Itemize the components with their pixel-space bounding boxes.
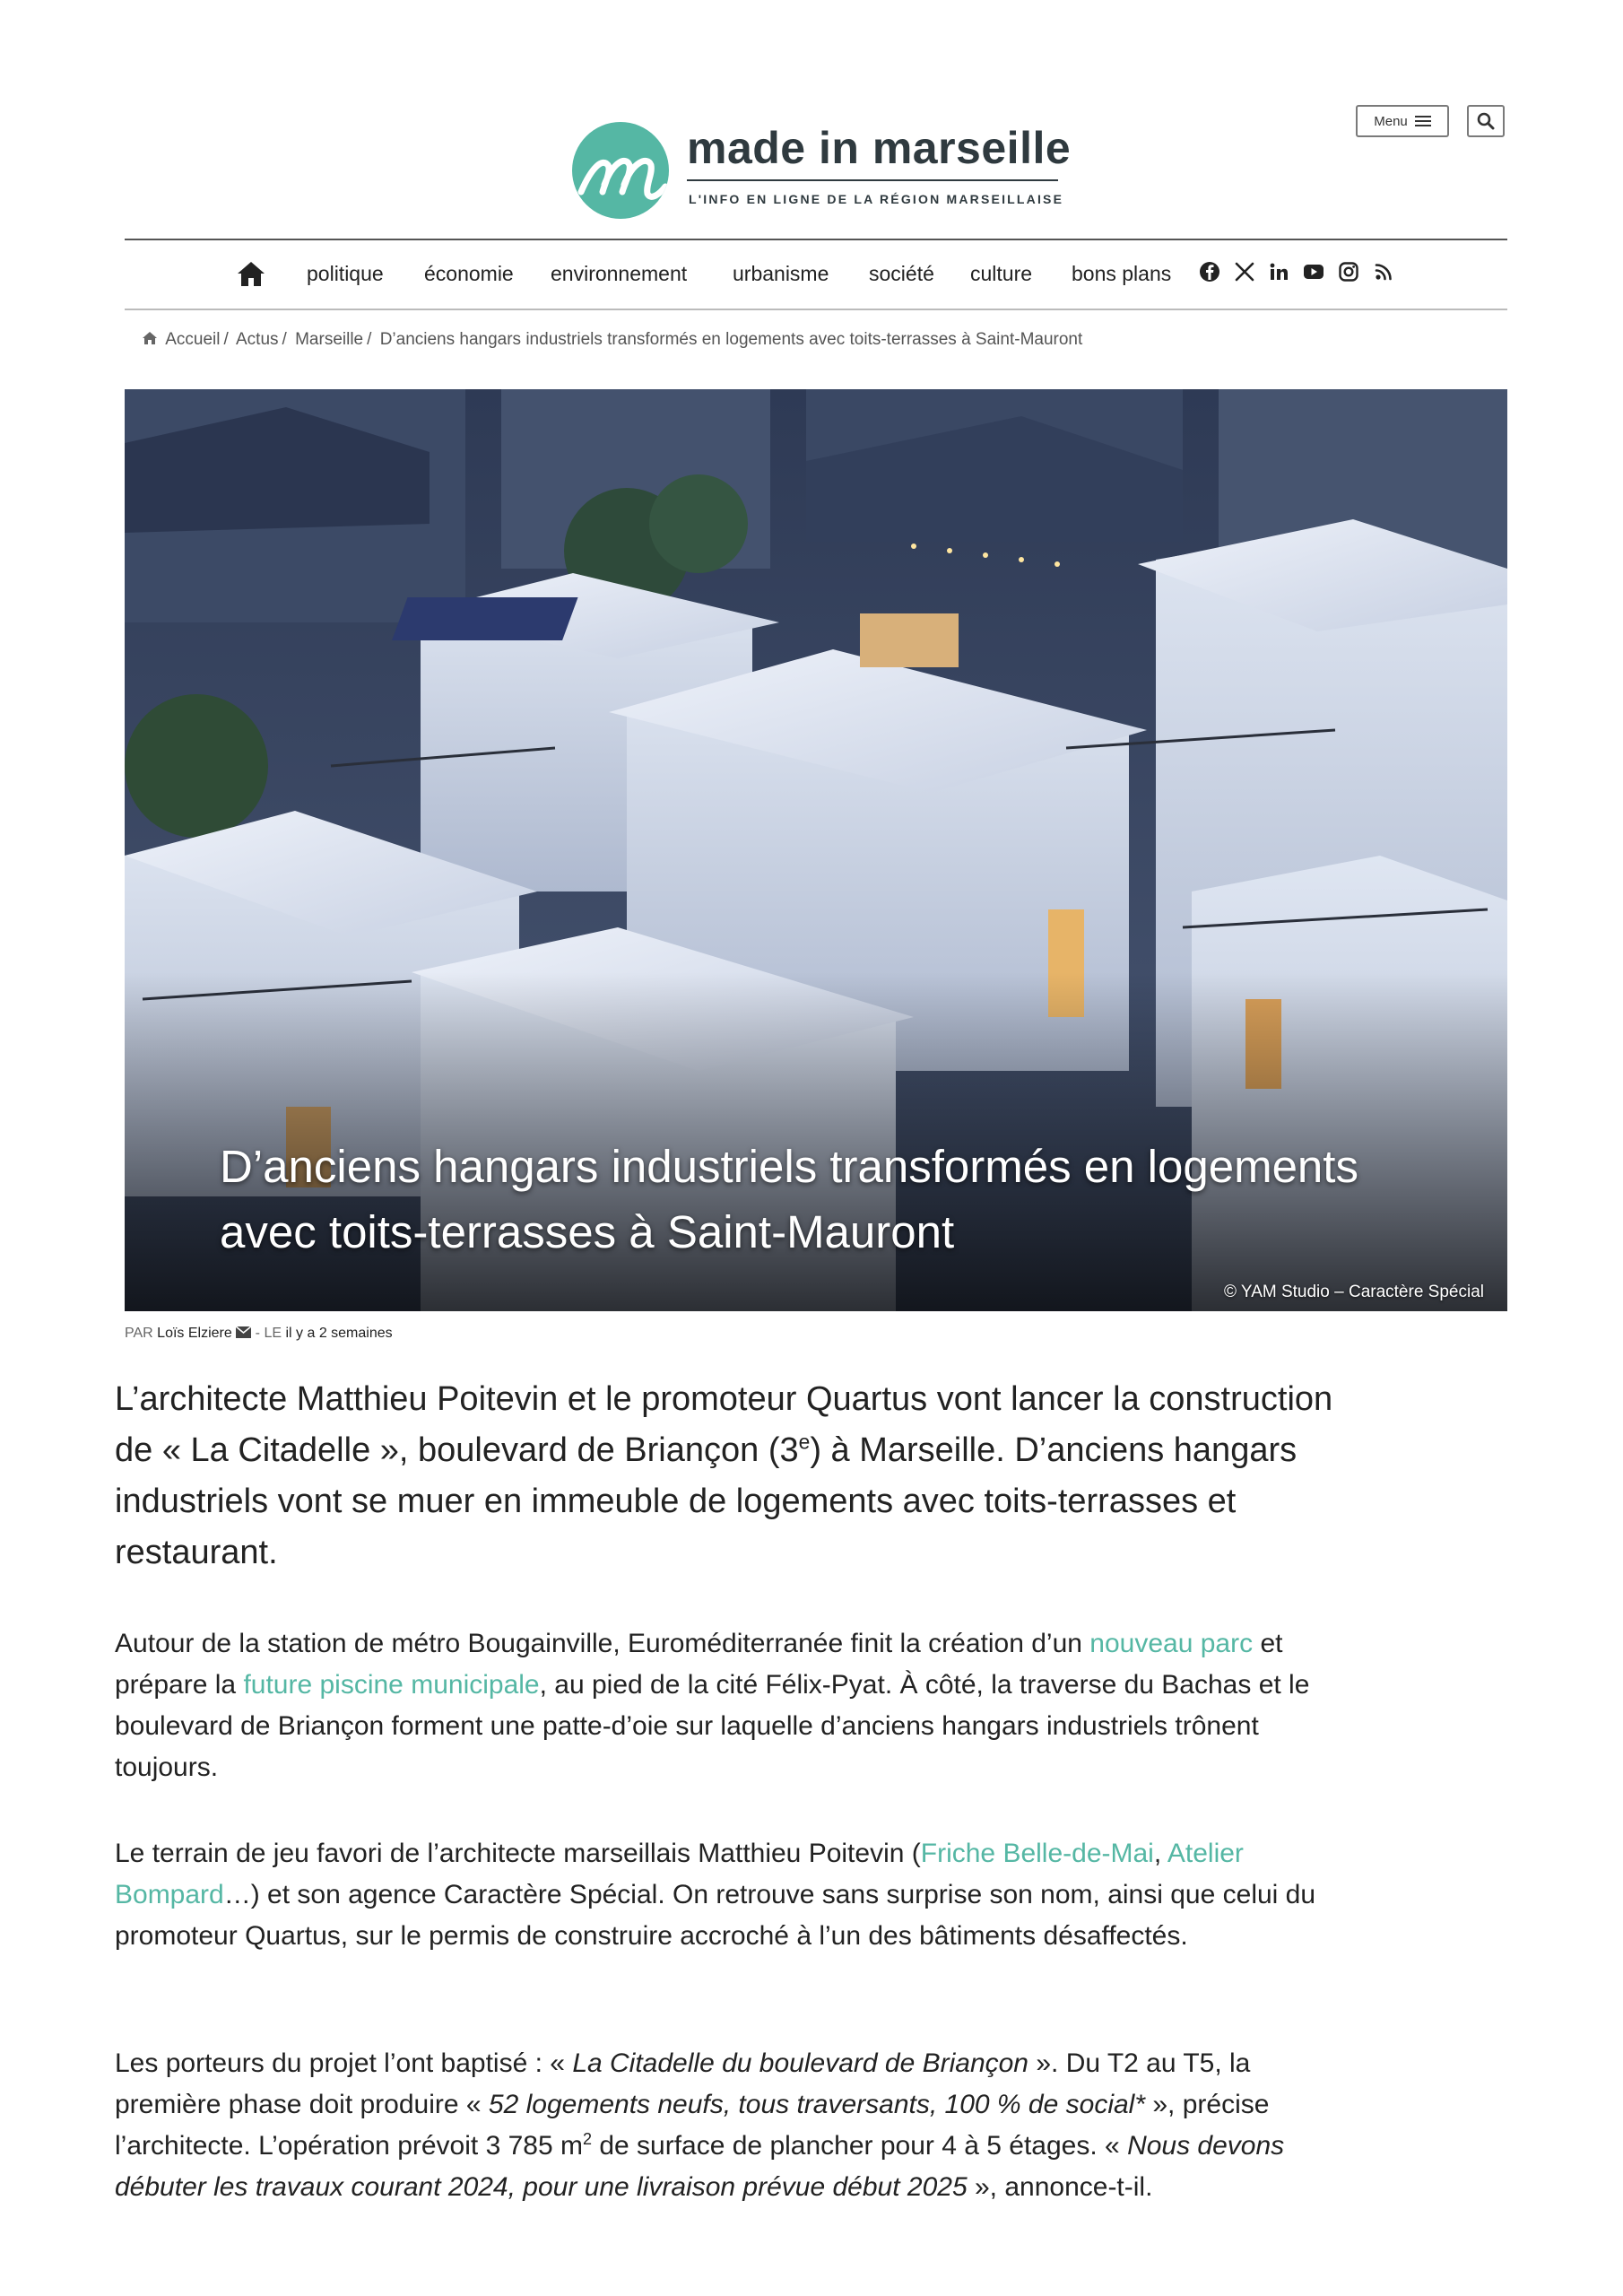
linkedin-icon[interactable] <box>1267 260 1290 283</box>
menu-button[interactable] <box>1356 105 1449 137</box>
home-icon[interactable] <box>142 331 158 345</box>
rss-icon[interactable] <box>1372 260 1395 283</box>
link-nouveau-parc[interactable]: nouveau parc <box>1089 1629 1254 1658</box>
logo-mark-icon <box>572 122 669 219</box>
nav-item-urbanisme[interactable]: urbanisme <box>733 262 829 285</box>
nav-item-societe[interactable]: société <box>869 262 934 285</box>
logo-divider <box>687 179 1058 181</box>
hero-image <box>125 389 1507 1311</box>
byline-le: - LE <box>255 1326 282 1341</box>
search-button[interactable] <box>1467 105 1505 137</box>
breadcrumb-item-current: D’anciens hangars industriels transformés en logements avec toits-terrasses à Saint-Mauront <box>379 330 1083 349</box>
nav-item-bons-plans[interactable]: bons plans <box>1072 262 1172 285</box>
byline-par: PAR <box>125 1326 153 1341</box>
breadcrumb-item-accueil[interactable]: Accueil <box>165 330 221 349</box>
link-atelier-bompard[interactable]: Atelier Bompard <box>115 1839 1244 1909</box>
author-link[interactable]: Loïs Elziere <box>157 1326 232 1341</box>
article-paragraph: Autour de la station de métro Bougainville, Euroméditerranée finit la création d’un nouveau parc et prépare la future piscine municipale, au pied de la cité Félix-Pyat. À côté, la traverse du Bachas et le boulevard de Briançon forment une patte-d’oie sur laquelle d’anciens hangars industriels trônent toujours. <box>115 1629 1310 1782</box>
search-icon <box>1477 112 1495 130</box>
byline <box>125 1326 393 1342</box>
youtube-icon[interactable] <box>1302 260 1325 283</box>
article-title: D’anciens hangars industriels transformés en logements avec toits-terrasses à Saint-Mauront <box>220 1141 1358 1257</box>
main-nav <box>125 239 1507 310</box>
article-lead: L’architecte Matthieu Poitevin et le promoteur Quartus vont lancer la construction de « La Citadelle », boulevard de Briançon (3e) à Marseille. D’anciens hangars industriels vont se muer en immeuble de logements avec toits-terrasses et restaurant. <box>115 1380 1333 1571</box>
link-friche-belle-de-mai[interactable]: Friche Belle-de-Mai <box>920 1839 1154 1868</box>
nav-item-politique[interactable]: politique <box>307 262 384 285</box>
breadcrumb-separator: / <box>367 330 372 349</box>
site-logo[interactable] <box>572 122 1074 221</box>
article-paragraph: Le terrain de jeu favori de l’architecte marseillais Matthieu Poitevin (Friche Belle-de-Mai, Atelier Bompard…) et son agence Caractère Spécial. On retrouve sans surprise son nom, ainsi que celui du promoteur Quartus, sur le permis de construire accroché à l’un des bâtiments désaffectés. <box>115 1839 1316 1951</box>
publish-date: il y a 2 semaines <box>285 1326 393 1341</box>
x-icon[interactable] <box>1233 260 1256 283</box>
facebook-icon[interactable] <box>1198 260 1221 283</box>
home-icon[interactable] <box>236 258 266 289</box>
breadcrumb-separator: / <box>223 330 229 349</box>
article-paragraph: Les porteurs du projet l’ont baptisé : « La Citadelle du boulevard de Briançon ». Du T2 au T5, la première phase doit produire « 52 logements neufs, tous traversants, 100 % de social* », précise l’architecte. L’opération prévoit 3 785 $m^2$ de surface de plancher pour 4 à 5 étages. « Nous devons débuter les travaux courant 2024, pour une livraison prévue début 2025 », annonce-t-il. <box>115 2048 1285 2202</box>
nav-item-economie[interactable]: économie <box>424 262 514 285</box>
envelope-icon[interactable] <box>236 1326 251 1338</box>
link-future-piscine[interactable]: future piscine municipale <box>243 1670 540 1700</box>
breadcrumb-item-actus[interactable]: Actus <box>236 330 279 349</box>
brand-tagline: L'INFO EN LIGNE DE LA RÉGION MARSEILLAISE <box>689 192 1064 206</box>
menu-label: Menu <box>1374 113 1408 129</box>
breadcrumb-item-marseille[interactable]: Marseille <box>295 330 364 349</box>
breadcrumb <box>142 330 1086 350</box>
brand-name: made in marseille <box>687 123 1072 173</box>
hamburger-icon <box>1415 116 1431 126</box>
instagram-icon[interactable] <box>1337 260 1360 283</box>
breadcrumb-separator: / <box>282 330 287 349</box>
nav-item-culture[interactable]: culture <box>970 262 1033 285</box>
photo-credit: © YAM Studio – Caractère Spécial <box>1224 1283 1484 1301</box>
nav-item-environnement[interactable]: environnement <box>551 262 688 285</box>
